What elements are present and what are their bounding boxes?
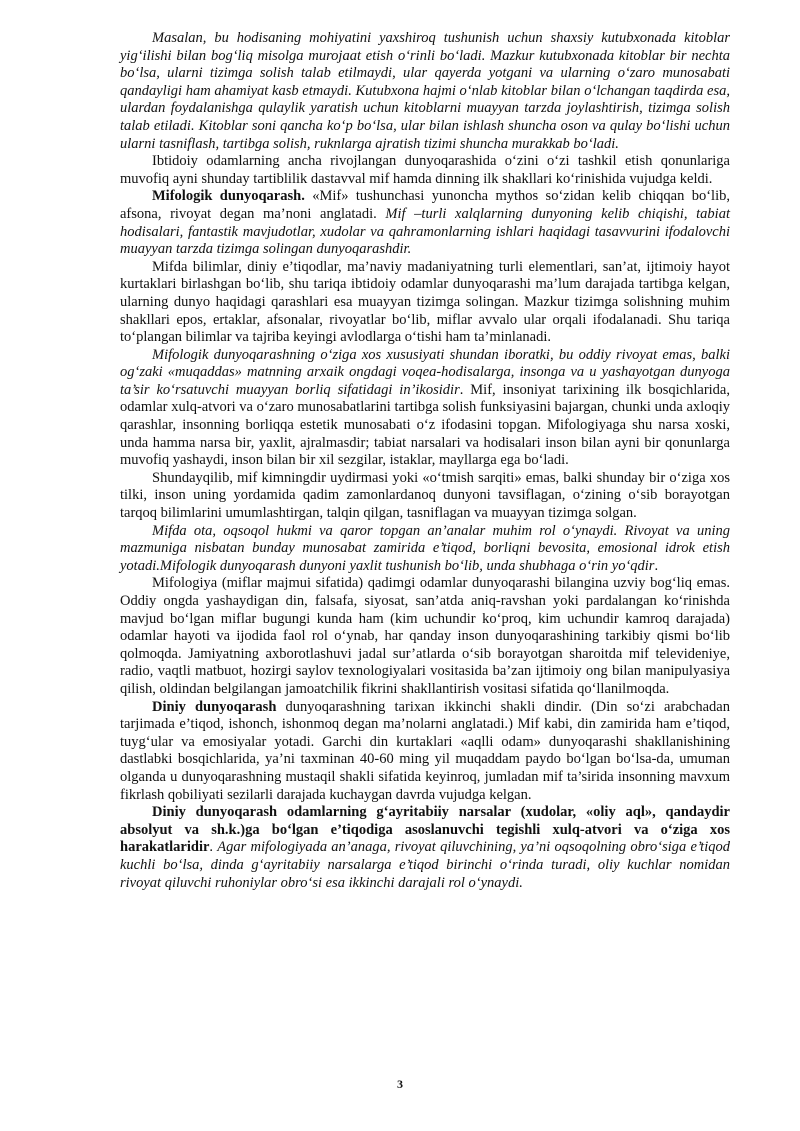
document-body xyxy=(120,30,730,892)
section-heading: Mifologik dunyoqarash. xyxy=(152,188,305,205)
paragraph xyxy=(120,804,730,892)
text-run: Mifologik dunyoqarashning o‘ziga xos xususiyati shundan iboratki, bu oddiy rivoyat emas, balki og‘zaki «muqaddas» matnning arxaik ongdagi voqea-hodisalarga, insonga va u yashayotgan dunyoga ta’sir ko‘rsatuvchi muayyan borliq sifatidagi in’ikosidir xyxy=(120,346,730,398)
text-run: Agar mifologiyada an’anaga, rivoyat qiluvchining, ya’ni oqsoqolning obro‘siga e’tiqod kuchli bo‘lsa, dinda g‘ayritabiiy narsalarga e’tiqod birinchi o‘rinda turadi, oliy kuchlar nomidan rivoyat qiluvchi ruhoniylar obro‘si esa ikkinchi darajali rol o‘ynaydi. xyxy=(120,839,730,891)
text-run: Mif –turli xalqlarning dunyoning kelib chiqishi, tabiat hodisalari, fantastik mavjudotlar, xudolar va qahramonlarning ishlari haqidagi tasavvurini ifodalovchi muayyan tarzda tizimga solingan dunyoqarashdir. xyxy=(120,205,730,258)
text-run: . xyxy=(654,557,659,574)
text-run: Diniy dunyoqarash odamlarning g‘ayritabiiy narsalar (xudolar, «oliy aql», qandaydir absolyut va sh.k.)ga bo‘lgan e’tiqodiga asoslanuvchi tegishli xulq-atvori va o‘ziga xos harakatlaridir xyxy=(120,804,730,856)
paragraph xyxy=(120,188,730,258)
text-run: Mifda ota, oqsoqol hukmi va qaror topgan an’analar muhim rol o‘ynaydi. Rivoyat va uning mazmuniga nisbatan bunday munosabat zamirida e’tiqod, borliqni bevosita, emosional idrok etish yotadi.Mifologik dunyoqarash dunyoni yaxlit tushunish bo‘lib, unda shubhaga o‘rin yo‘qdir xyxy=(120,522,730,574)
page-number: 3 xyxy=(397,1077,403,1091)
paragraph xyxy=(120,523,730,576)
text-run: Ibtidoiy odamlarning ancha rivojlangan dunyoqarashida o‘zini o‘zi tashkil etish qonunlariga muvofiq ayni shunday tartiblilik dastavval mif hamda dinning ilk shakllari ko‘rinishida vujudga keldi. xyxy=(120,153,730,187)
text-run: Masalan, bu hodisaning mohiyatini yaxshiroq tushunish uchun shaxsiy kutubxonada kitoblar yig‘ilishi bilan bog‘liq misolga murojaat etish o‘rinli bo‘ladi. Mazkur kutubxonada kitoblar bir nechta bo‘lsa, ularni tizimga solish talab etilmaydi, ular qayerda yotgani va ularning o‘zaro munosabati qandayligi ham ahamiyat kasb etmaydi. Kutubxona hajmi o‘nlab kitoblar bilan o‘lchangan taqdirda esa, ulardan foydalanishga qulaylik yaratish uchun kitoblarni muayyan tarzda joylashtirish, tizimga solish talab etiladi. Kitoblar soni qancha ko‘p bo‘lsa, ular bilan ishlash shuncha oson va qulay bo‘lishi uchun ularni tasniflash, tartibga solish, ruknlarga ajratish tizimi shuncha murakkab bo‘ladi. xyxy=(120,30,730,152)
text-run: dunyoqarashning tarixan ikkinchi shakli dindir. (Din so‘zi arabchadan tarjimada e’tiqod, ishonch, ishonmoq degan ma’nolarni anglatadi.) Mif kabi, din zamirida ham e’tiqod, tuyg‘ular va emosiyalar yotadi. Garchi din kurtaklari «aqlli odam» dunyoqarashi shakllanishining dastlabki bosqichlarida, ya’ni taxminan 40-60 ming yil muqaddam paydo bo‘lgan bo‘lsa-da, umuman olganda u dunyoqarashning mustaqil shakli sifatida keyinroq, jumladan mif ta’sirida insonning mavxum fikrlash qobiliyati sezilarli darajada kuchaygan davrda vujudga kelgan. xyxy=(120,698,730,803)
paragraph xyxy=(120,575,730,698)
paragraph xyxy=(120,153,730,188)
text-run: «Mif» tushunchasi yunoncha mythos so‘zidan kelib chiqqan bo‘lib, afsona, rivoyat degan ma’noni anglatadi. xyxy=(120,188,730,222)
text-run: Mifda bilimlar, diniy e’tiqodlar, ma’naviy madaniyatning turli elementlari, san’at, ijtimoiy hayot kurtaklari birlashgan bo‘lib, shu tariqa ibtidoiy odamlar dunyoqarashi ma’lum darajada tartibga kelgan, ularning dunyo haqidagi qarashlari esa muayyan tizimga solingan. Mazkur tizimga solishning muhim shakllari epos, ertaklar, afsonalar, rivoyatlar bo‘lib, miflar avvalo ular orqali ifodalanadi. Shu tariqa to‘plangan bilimlar va tajriba keyingi avlodlarga o‘tishi ham ta’minlanadi. xyxy=(120,258,730,346)
paragraph xyxy=(120,259,730,347)
text-run: . Mif, insoniyat tarixining ilk bosqichlarida, odamlar xulq-atvori va o‘zaro munosabatlarini tartibga solish funksiyasini bajargan, chunki unda axloqiy qarashlar, insonning borliqqa estetik munosabati o‘z ifodasini topgan. Mifologiyaga shu narsa xoski, unda hamma narsa bir, yaxlit, ajralmasdir; tabiat narsalari va hodisalari inson bilan ayni bir qonunlarga muvofiq yashaydi, inson bilan bir xil sezgilar, istaklar, mayllarga ega bo‘ladi. xyxy=(120,381,730,469)
paragraph xyxy=(120,30,730,153)
paragraph xyxy=(120,470,730,523)
text-run: Mifologiya (miflar majmui sifatida) qadimgi odamlar dunyoqarashi bilangina uzviy bog‘liq emas. Oddiy ongda yashaydigan din, falsafa, siyosat, san’atda aniq-ravshan yoki pardalangan ko‘rinishda mavjud bo‘lgan miflar bugungi kunda ham (kim uchundir ko‘proq, kim uchundir kamroq darajada) odamlar hayoti va ijodida faol rol o‘ynab, har qanday inson dunyoqarashining tarkibiy qismi bo‘lib qolmoqda. Jamiyatning axborotlashuvi jadal sur’atlarda o‘sib borayotgan sharoitda mif televideniye, radio, vaqtli matbuot, hozirgi saylov texnologiyalari vositasida ba’zan ijtimoiy ong bilan manipulyasiya qilish, oldindan belgilangan jamoatchilik fikrini shakllantirish vositasi sifatida qo‘llanilmoqda. xyxy=(120,575,730,697)
paragraph xyxy=(120,699,730,805)
paragraph xyxy=(120,347,730,470)
section-heading: Diniy dunyoqarash xyxy=(152,698,277,715)
text-run: Shundayqilib, mif kimningdir uydirmasi yoki «o‘tmish sarqiti» emas, balki shunday bir o‘ziga xos tilki, inson uning yordamida qadim zamonlardanoq dunyoni tavsiflagan, o‘zining o‘sib borayotgan tarqoq bilimlarini umumlashtirgan, talqin qilgan, tasniflagan va muayyan tizimga solgan. xyxy=(120,469,730,522)
text-run: . xyxy=(209,839,218,856)
